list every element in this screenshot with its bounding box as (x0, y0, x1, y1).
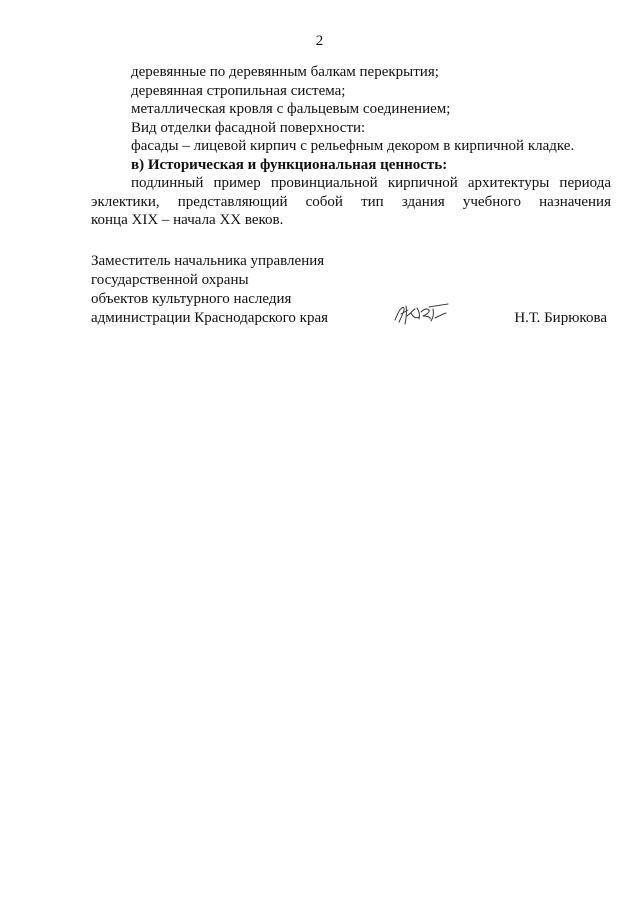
signatory-title-line-2: государственной охраны (91, 272, 249, 288)
paragraph-rafters: деревянная стропильная система; (131, 82, 346, 99)
signatory-title-line-1: Заместитель начальника управления (91, 253, 325, 269)
signatory-title-line-4: администрации Краснодарского края (91, 310, 329, 326)
paragraph-value-line-2: эклектики, представляющий собой тип здания учебного назначения (91, 193, 611, 210)
paragraph-facades: фасады – лицевой кирпич с рельефным декором в кирпичной кладке. (131, 138, 575, 154)
signatory-title-line-3: объектов культурного наследия (91, 291, 292, 307)
paragraph-value-line-3: конца XIX – начала XX веков. (91, 212, 284, 228)
document-body (91, 63, 611, 230)
signatory-name: Н.Т. Бирюкова (514, 310, 607, 326)
paragraph-floors: деревянные по деревянным балкам перекрытия; (131, 64, 439, 80)
paragraph-finish-heading: Вид отделки фасадной поверхности: (131, 119, 366, 136)
signature-block (91, 252, 611, 328)
page-number: 2 (315, 33, 324, 49)
section-heading-value: в) Историческая и функциональная ценность: (131, 156, 448, 173)
paragraph-value-line-1: подлинный пример провинциальной кирпичной архитектуры периода (131, 175, 611, 191)
paragraph-roof: металлическая кровля с фальцевым соединением; (131, 101, 451, 117)
handwritten-signature (393, 300, 453, 328)
